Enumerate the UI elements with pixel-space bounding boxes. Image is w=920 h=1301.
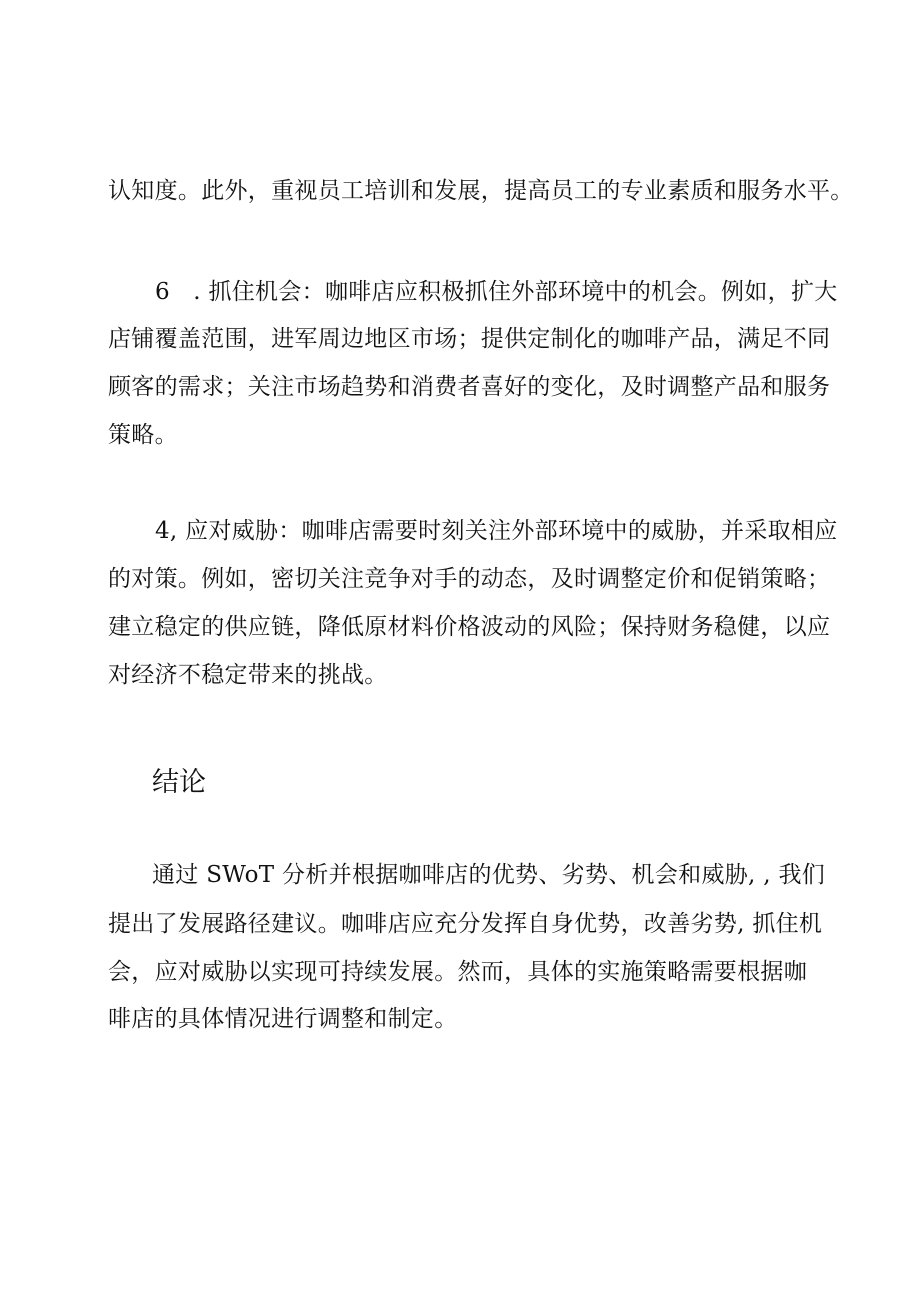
text-line: 的对策。例如，密切关注竞争对手的动态，及时调整定价和促销策略； <box>108 566 831 592</box>
text-line: 会，应对威胁以实现可持续发展。然而，具体的实施策略需要根据咖 <box>108 959 807 985</box>
text-line: 通过 SWoT 分析并根据咖啡店的优势、劣势、机会和威胁, , 我们 <box>152 862 826 888</box>
text-line: 认知度。此外，重视员工培训和发展，提高员工的专业素质和服务水平。 <box>108 178 854 204</box>
text-line: 啡店的具体情况进行调整和制定。 <box>108 1006 458 1032</box>
text-line: 建立稳定的供应链，降低原材料价格波动的风险；保持财务稳健，以应 <box>108 614 831 640</box>
text-line: 6 . 抓住机会：咖啡店应积极抓住外部环境中的机会。例如，扩大 <box>155 279 838 305</box>
text-line: 策略。 <box>108 422 178 448</box>
section-heading: 结论 <box>152 767 206 798</box>
text-line: 4, 应对威胁：咖啡店需要时刻关注外部环境中的威胁，并采取相应 <box>155 518 838 544</box>
text-line: 顾客的需求；关注市场趋势和消费者喜好的变化，及时调整产品和服务 <box>108 374 831 400</box>
text-line: 对经济不稳定带来的挑战。 <box>108 662 388 688</box>
text-line: 提出了发展路径建议。咖啡店应充分发挥自身优势，改善劣势, 抓住机 <box>108 911 823 937</box>
text-line: 店铺覆盖范围，进军周边地区市场；提供定制化的咖啡产品，满足不同 <box>108 326 831 352</box>
